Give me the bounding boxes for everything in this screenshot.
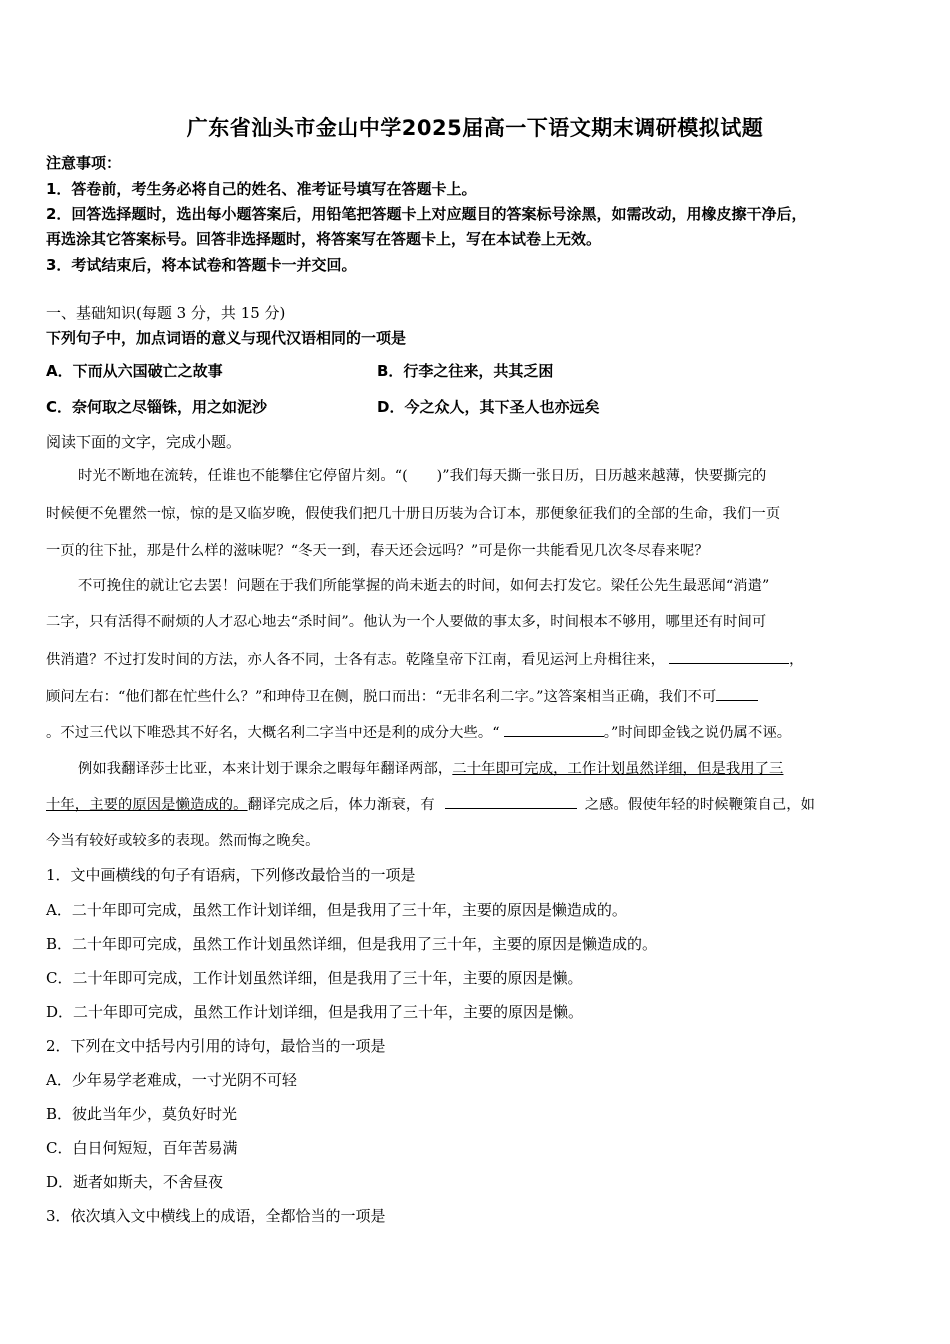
option-a: A．下而从六国破亡之故事 [46, 362, 223, 380]
question-stem: 2．下列在文中括号内引用的诗句，最恰当的一项是 [46, 1037, 386, 1055]
underlined-sentence: 二十年即可完成，工作计划虽然详细，但是我用了三 [452, 761, 784, 777]
notice-item: 1．答卷前，考生务必将自己的姓名、准考证号填写在答题卡上。 [46, 180, 477, 198]
notice-item: 3．考试结束后，将本试卷和答题卡一并交回。 [46, 256, 357, 274]
answer-option: D．二十年即可完成，虽然工作计划详细，但是我用了三十年，主要的原因是懒。 [46, 1003, 584, 1021]
notice-heading: 注意事项： [46, 154, 122, 172]
passage-line [46, 722, 904, 742]
question-stem: 下列句子中，加点词语的意义与现代汉语相同的一项是 [46, 329, 407, 347]
answer-option: A．少年易学老难成，一寸光阴不可轻 [46, 1071, 297, 1089]
answer-option: C．二十年即可完成，工作计划虽然详细，但是我用了三十年，主要的原因是懒。 [46, 969, 583, 987]
passage-line: 时光不断地在流转，任谁也不能攀住它停留片刻。“( )”我们每天撕一张日历，日历越来越薄，快要撕完的 [78, 468, 767, 484]
passage-line [46, 686, 904, 706]
answer-option: C．白日何短短，百年苦易满 [46, 1139, 238, 1157]
fill-blank[interactable] [716, 688, 758, 701]
passage-text: 例如我翻译莎士比亚，本来计划于课余之暇每年翻译两部， [78, 761, 453, 777]
option-b: B．行李之往来，共其乏困 [377, 362, 554, 380]
passage-line: 二字，只有活得不耐烦的人才忍心地去“杀时间”。他认为一个人要做的事太多，时间根本不够用，哪里还有时间可 [46, 614, 767, 630]
passage-line: 一页的往下扯，那是什么样的滋味呢？“冬天一到，春天还会远吗？”可是你一共能看见几次冬尽春来呢？ [46, 543, 709, 559]
reading-intro: 阅读下面的文字，完成小题。 [46, 433, 242, 451]
notice-item: 再选涂其它答案标号。回答非选择题时，将答案写在答题卡上，写在本试卷上无效。 [46, 230, 602, 248]
passage-line: 时候便不免瞿然一惊，惊的是又临岁晚，假使我们把几十册日历装为合订本，那便象征我们的全部的生命，我们一页 [46, 506, 781, 522]
passage-line: 不可挽住的就让它去罢！问题在于我们所能掌握的尚未逝去的时间，如何去打发它。梁任公先生最恶闻“消遣” [78, 578, 770, 594]
answer-option: D．逝者如斯夫，不舍昼夜 [46, 1173, 224, 1191]
question-stem: 1．文中画横线的句子有语病，下列修改最恰当的一项是 [46, 866, 416, 884]
fill-blank[interactable] [445, 796, 577, 809]
underlined-sentence: 十年，主要的原因是懒造成的。 [46, 797, 248, 813]
section-heading: 一、基础知识(每题 3 分，共 15 分) [46, 304, 286, 322]
passage-line [46, 649, 904, 669]
passage-text: 顾问左右：“他们都在忙些什么？”和珅侍卫在侧，脱口而出：“无非名利二字。”这答案相当正确，我们不可 [46, 689, 717, 705]
passage-text: 翻译完成之后，体力渐衰，有 [247, 797, 435, 813]
answer-option: B．二十年即可完成，虽然工作计划虽然详细，但是我用了三十年，主要的原因是懒造成的。 [46, 935, 658, 953]
fill-blank[interactable] [669, 651, 789, 664]
passage-line [46, 758, 904, 778]
passage-text: 供消遣？不过打发时间的方法，亦人各不同，士各有志。乾隆皇帝下江南，看见运河上舟楫往来， [46, 652, 666, 668]
page-title: 广东省汕头市金山中学2025届高一下语文期末调研模拟试题 [186, 116, 764, 140]
fill-blank[interactable] [504, 724, 604, 737]
passage-text: ， [789, 652, 804, 668]
passage-text: 。不过三代以下唯恐其不好名，大概名利二字当中还是利的成分大些。“ [46, 725, 500, 741]
passage-text: 之感。假使年轻的时候鞭策自己，如 [584, 797, 816, 813]
option-c: C．奈何取之尽锱铢，用之如泥沙 [46, 398, 268, 416]
option-d: D．今之众人，其下圣人也亦远矣 [377, 398, 600, 416]
notice-item: 2．回答选择题时，选出每小题答案后，用铅笔把答题卡上对应题目的答案标号涂黑，如需改动，用橡皮擦干净后， [46, 205, 807, 223]
question-stem: 3．依次填入文中横线上的成语，全都恰当的一项是 [46, 1207, 386, 1225]
answer-option: B．彼此当年少，莫负好时光 [46, 1105, 238, 1123]
passage-text: 。”时间即金钱之说仍属不诬。 [603, 725, 792, 741]
answer-option: A．二十年即可完成，虽然工作计划详细，但是我用了三十年，主要的原因是懒造成的。 [46, 901, 627, 919]
passage-line: 今当有较好或较多的表现。然而悔之晚矣。 [46, 833, 320, 849]
passage-line [46, 794, 904, 814]
